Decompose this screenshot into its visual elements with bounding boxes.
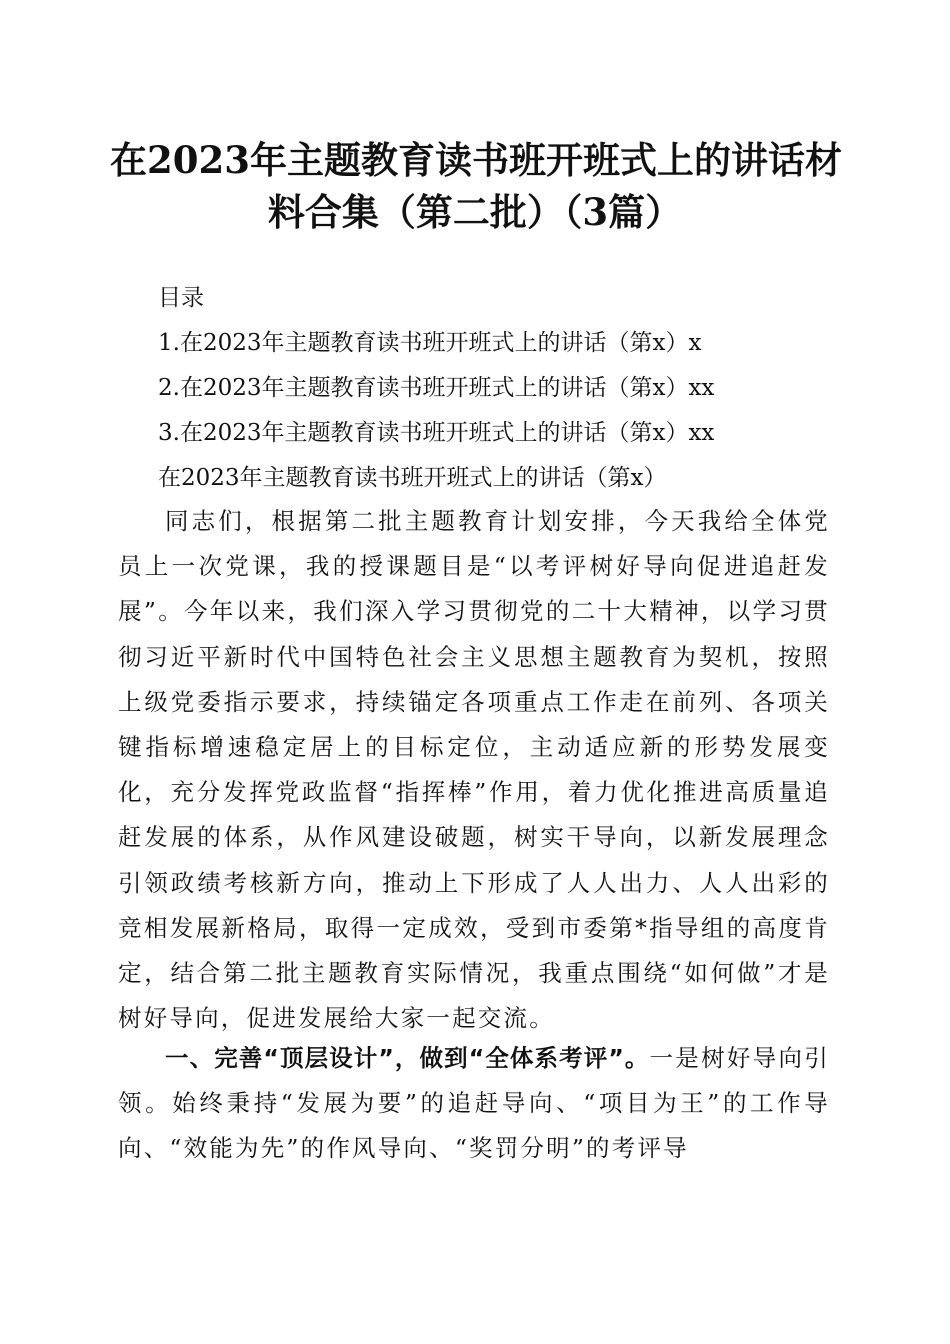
document-title	[110, 134, 840, 238]
body-paragraph-1: 同志们，根据第二批主题教育计划安排，今天我给全体党员上一次党课，我的授课题目是“以考评树好导向促进追赶发展”。今年以来，我们深入学习贯彻党的二十大精神，以学习贯彻习近平新时代中国特色社会主义思想主题教育为契机，按照上级党委指示要求，持续锚定各项重点工作走在前列、各项关键指标增速稳定居上的目标定位，主动适应新的形势发展变化，充分发挥党政监督“指挥棒”作用，着力优化推进高质量追赶发展的体系，从作风建设破题，树实干导向，以新发展理念引领政绩考核新方向，推动上下形成了人人出力、人人出彩的竞相发展新格局，取得一定成效，受到市委第*指导组的高度肯定，结合第二批主题教育实际情况，我重点围绕“如何做”才是树好导向，促进发展给大家一起交流。	[118, 507, 830, 1033]
body-paragraph-2	[118, 1036, 830, 1172]
table-of-contents	[158, 276, 714, 501]
section-heading-1: 一、完善“顶层设计”，做到“全体系考评”。	[165, 1044, 650, 1072]
toc-item-2: 2.在2023年主题教育读书班开班式上的讲话（第x）xx	[158, 375, 715, 401]
section-title: 在2023年主题教育读书班开班式上的讲话（第x）	[158, 465, 667, 491]
toc-heading: 目录	[158, 285, 204, 311]
title-line-2: 料合集（第二批）（3篇）	[267, 190, 683, 234]
toc-item-1: 1.在2023年主题教育读书班开班式上的讲话（第x）x	[158, 330, 702, 356]
section-1-text: 一是树好导向引领。始终秉持“发展为要”的追赶导向、“项目为王”的工作导向、“效能为先”的作风导向、“奖罚分明”的考评导	[118, 1044, 830, 1163]
title-line-1: 在2023年主题教育读书班开班式上的讲话材	[110, 138, 842, 182]
toc-item-3: 3.在2023年主题教育读书班开班式上的讲话（第x）xx	[158, 420, 715, 446]
